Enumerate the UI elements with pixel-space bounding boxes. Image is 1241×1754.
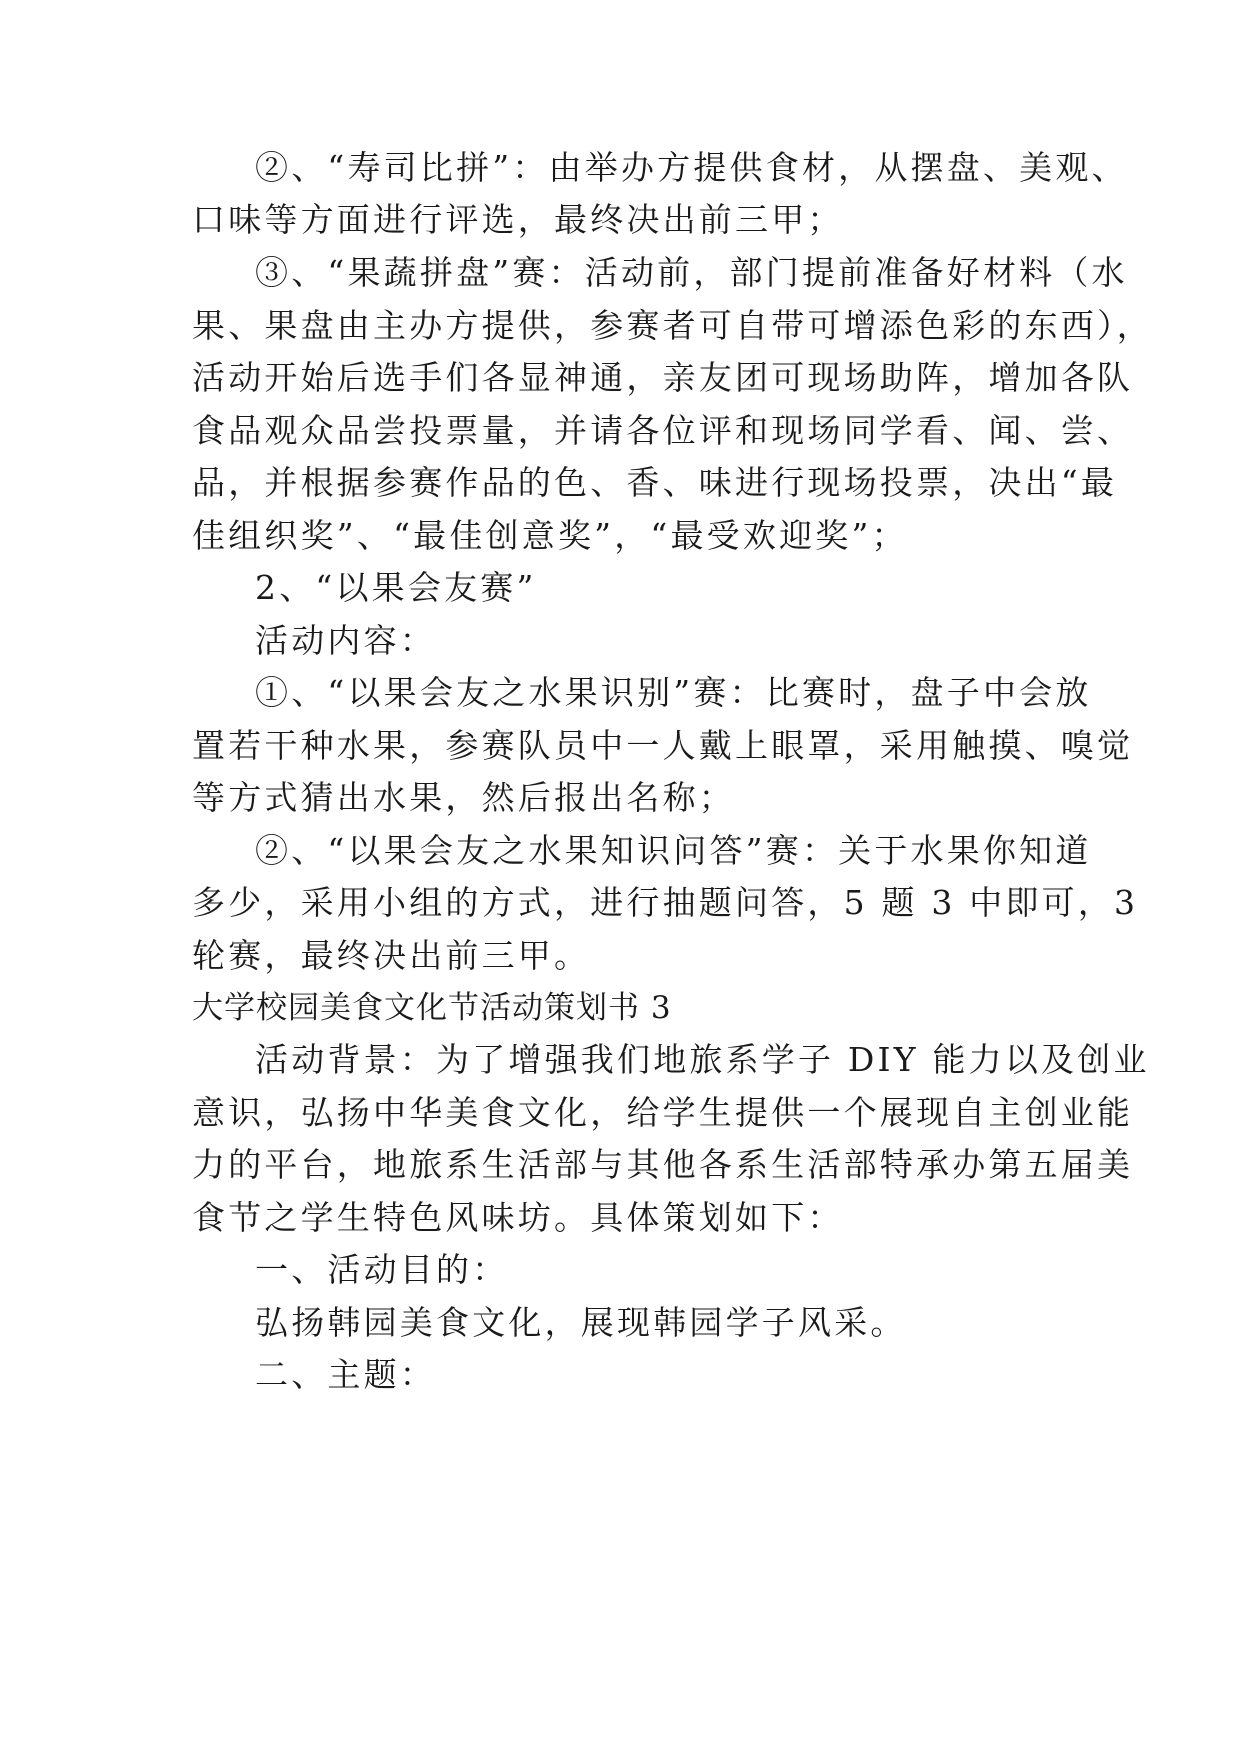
text-line: 多少，采用小组的方式，进行抽题问答，5 题 3 中即可，3	[192, 883, 1139, 922]
text-line: ②、“以果会友之水果知识问答”赛：关于水果你知道	[255, 831, 1092, 870]
text-line: 力的平台，地旅系生活部与其他各系生活部特承办第五届美	[192, 1145, 1134, 1184]
text-line: 等方式猜出水果，然后报出名称；	[192, 778, 735, 817]
document-title: 大学校园美食文化节活动策划书 3	[192, 990, 672, 1026]
text-line: 意识，弘扬中华美食文化，给学生提供一个展现自主创业能	[192, 1093, 1134, 1132]
section-heading: 二、主题：	[255, 1355, 436, 1394]
text-line: 活动内容：	[255, 621, 436, 660]
text-line: 口味等方面进行评选，最终决出前三甲；	[192, 200, 844, 239]
text-line: 品，并根据参赛作品的色、香、味进行现场投票，决出“最	[192, 463, 1118, 502]
text-line: 轮赛，最终决出前三甲。	[192, 936, 591, 975]
section-heading: 一、活动目的：	[255, 1250, 509, 1289]
text-line: 活动背景：为了增强我们地旅系学子 DIY 能力以及创业	[255, 1040, 1150, 1079]
section-heading: 2、“以果会友赛”	[255, 568, 537, 607]
text-line: ①、“以果会友之水果识别”赛：比赛时，盘子中会放	[255, 673, 1092, 712]
text-line: 果、果盘由主办方提供，参赛者可自带可增添色彩的东西），	[192, 306, 1153, 345]
text-line: ②、“寿司比拼”：由举办方提供食材，从摆盘、美观、	[255, 148, 1128, 187]
text-line: 置若干种水果，参赛队员中一人戴上眼罩，采用触摸、嗅觉	[192, 726, 1134, 765]
text-line: 活动开始后选手们各显神通，亲友团可现场助阵，增加各队	[192, 358, 1134, 397]
text-line: ③、“果蔬拼盘”赛：活动前，部门提前准备好材料（水	[255, 253, 1128, 292]
text-line: 佳组织奖”、“最佳创意奖”，“最受欢迎奖”；	[192, 516, 908, 555]
text-line: 弘扬韩园美食文化，展现韩园学子风采。	[255, 1303, 907, 1342]
text-line: 食品观众品尝投票量，并请各位评和现场同学看、闻、尝、	[192, 411, 1134, 450]
text-line: 食节之学生特色风味坊。具体策划如下：	[192, 1198, 844, 1237]
